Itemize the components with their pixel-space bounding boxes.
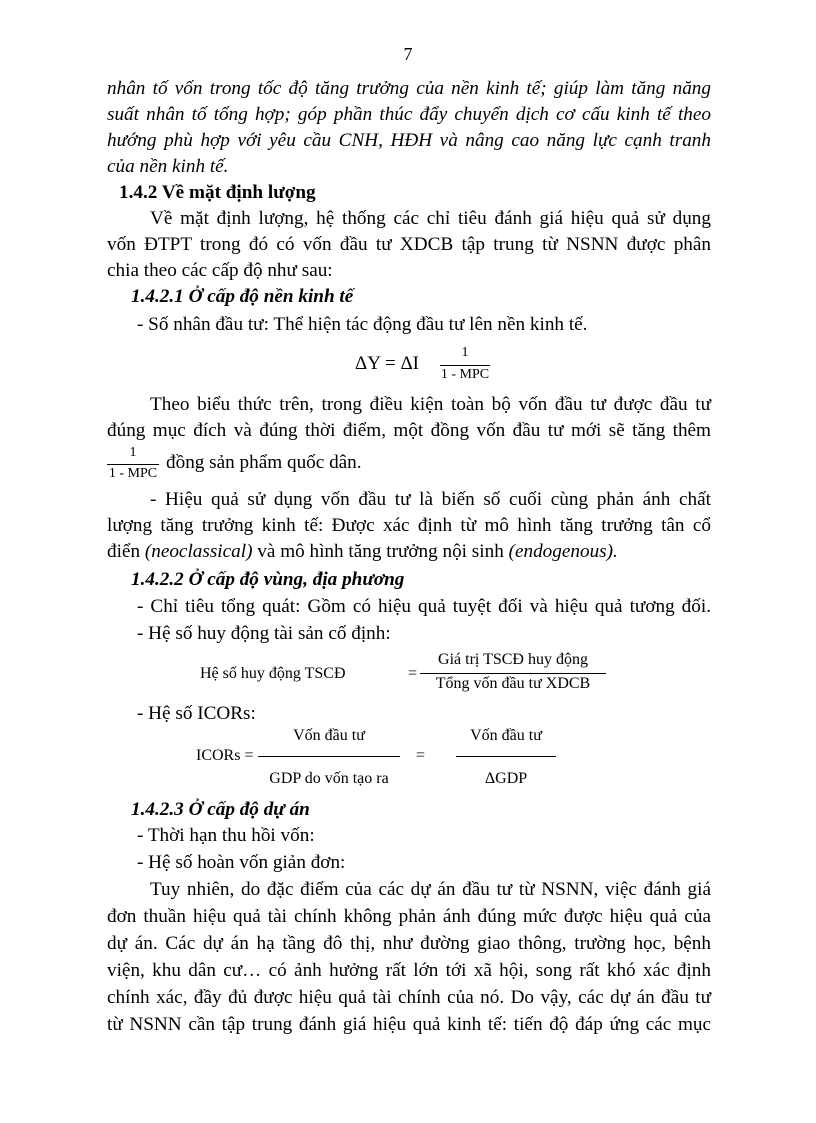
bullet-line: - Hệ số ICORs: [137,703,256,724]
text-line: nhân tố vốn trong tốc độ tăng trưởng của nền kinh tế; giúp làm tăng năng [107,78,711,99]
formula-denominator: ΔGDP [484,770,528,787]
paragraph-line: từ NSNN cần tập trung đánh giá hiệu quả kinh tế: tiến độ đáp ứng các mục [107,1014,711,1035]
section-heading-1-4-2-2: 1.4.2.2 Ở cấp độ vùng, địa phương [131,569,405,590]
paragraph-line: dự án. Các dự án hạ tầng đô thị, như đường giao thông, trường học, bệnh [107,933,711,954]
formula-lhs: ICORs = [196,747,254,764]
section-heading-1-4-2-1: 1.4.2.1 Ở cấp độ nền kinh tế [131,286,354,307]
formula-denominator: 1 - MPC [440,367,490,382]
fraction-bar [456,756,556,757]
section-heading-1-4-2: 1.4.2 Về mặt định lượng [119,182,316,203]
fraction-bar [258,756,400,757]
text-line: của nền kinh tế. [107,156,229,177]
paragraph-line: Tuy nhiên, do đặc điểm của các dự án đầu tư từ NSNN, việc đánh giá [150,879,711,900]
bullet-line: - Số nhân đầu tư: Thể hiện tác động đầu tư lên nền kinh tế. [137,314,588,335]
paragraph-line: Theo biểu thức trên, trong điều kiện toàn bộ vốn đầu tư được đầu tư [150,394,711,415]
paragraph-line: chia theo các cấp độ như sau: [107,260,333,281]
fraction-bar [107,464,159,465]
paragraph-line: chính xác, đầy đủ được hiệu quả tài chính của nó. Do vậy, các dự án đầu tư [107,987,711,1008]
bullet-line: - Chỉ tiêu tổng quát: Gồm có hiệu quả tuyệt đối và hiệu quả tương đối. [137,596,711,617]
formula-numerator: 1 [461,345,469,360]
formula-numerator: Vốn đầu tư [470,727,542,744]
fraction-denominator: 1 - MPC [108,466,158,481]
paragraph-line: viện, khu dân cư… có ảnh hưởng rất lớn tới xã hội, song rất khó xác định [107,960,711,981]
fraction-bar [440,365,490,366]
paragraph-line: lượng tăng trưởng kinh tế: Được xác định từ mô hình tăng trưởng tân cổ [107,515,711,536]
formula-denominator: GDP do vốn tạo ra [269,770,389,787]
formula-equals: = [416,747,426,764]
formula-lhs: ΔY = ΔI [355,353,419,374]
fraction-bar [420,673,606,674]
paragraph-line: vốn ĐTPT trong đó có vốn đầu tư XDCB tập trung từ NSNN được phân [107,234,711,255]
formula-numerator: Giá trị TSCĐ huy động [438,651,588,668]
bullet-line: - Hệ số huy động tài sản cố định: [137,623,391,644]
text-line: suất nhân tố tổng hợp; góp phần thúc đẩy chuyển dịch cơ cấu kinh tế theo [107,104,711,125]
formula-denominator: Tổng vốn đầu tư XDCB [435,675,591,692]
page-number: 7 [403,44,413,64]
text-line: đồng sản phẩm quốc dân. [166,452,362,473]
fraction-numerator: 1 [129,445,137,460]
formula-equals: = [408,665,418,682]
paragraph-line: điển (neoclassical) và mô hình tăng trưởng nội sinh (endogenous). [107,541,618,562]
formula-numerator: Vốn đầu tư [293,727,365,744]
bullet-line: - Thời hạn thu hồi vốn: [137,825,315,846]
paragraph-line: - Hiệu quả sử dụng vốn đầu tư là biến số cuối cùng phản ánh chất [150,489,711,510]
formula-lhs: Hệ số huy động TSCĐ [200,665,346,682]
paragraph-line: đơn thuần hiệu quả tài chính không phản ánh đúng mức được hiệu quả của [107,906,711,927]
text-line: hướng phù hợp với yêu cầu CNH, HĐH và nâng cao năng lực cạnh tranh [107,130,711,151]
paragraph-line: đúng mục đích và đúng thời điểm, một đồng vốn đầu tư mới sẽ tăng thêm [107,420,711,441]
paragraph-line: Về mặt định lượng, hệ thống các chỉ tiêu đánh giá hiệu quả sử dụng [150,208,711,229]
section-heading-1-4-2-3: 1.4.2.3 Ở cấp độ dự án [131,799,310,820]
bullet-line: - Hệ số hoàn vốn giản đơn: [137,852,346,873]
